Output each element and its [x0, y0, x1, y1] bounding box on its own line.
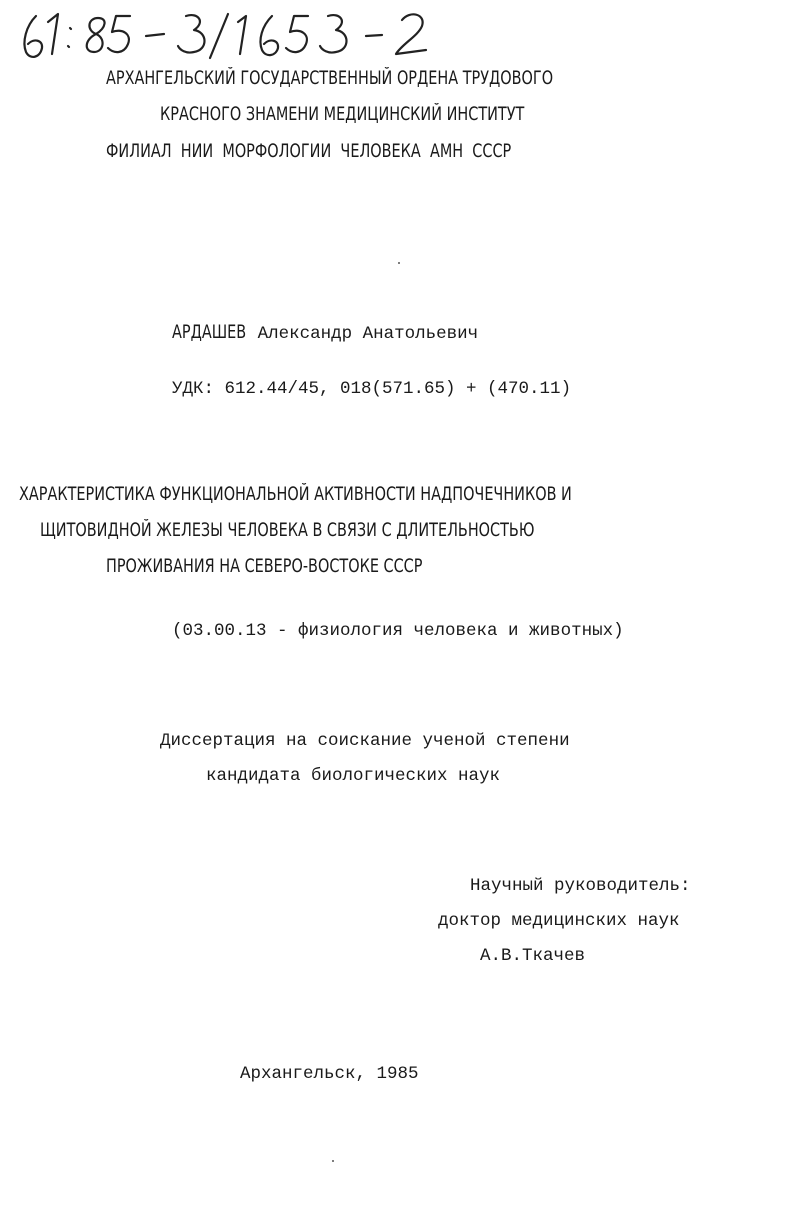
author-surname: АРДАШЕВ [172, 322, 247, 343]
title-line-1: ХАРАКТЕРИСТИКА ФУНКЦИОНАЛЬНОЙ АКТИВНОСТИ НАДПОЧЕЧНИКОВ И [19, 484, 572, 505]
degree-line-2: кандидата биологических наук [206, 766, 501, 786]
author-given-names: Александр Анатольевич [247, 324, 479, 344]
paper-speck [332, 1160, 334, 1162]
handwritten-record-number [18, 8, 438, 68]
author-name [172, 322, 478, 345]
institution-line-3: ФИЛИАЛ НИИ МОРФОЛОГИИ ЧЕЛОВЕКА АМН СССР [106, 141, 512, 162]
paper-speck [398, 262, 400, 264]
supervisor-label: Научный руководитель: [470, 876, 691, 896]
institution-line-2: КРАСНОГО ЗНАМЕНИ МЕДИЦИНСКИЙ ИНСТИТУТ [160, 104, 525, 125]
specialty-code: (03.00.13 - физиология человека и животных) [172, 621, 624, 641]
degree-line-1: Диссертация на соискание ученой степени [160, 731, 570, 751]
supervisor-name: А.В.Ткачев [480, 946, 586, 966]
udc-code: УДК: 612.44/45, 018(571.65) + (470.11) [172, 379, 572, 399]
institution-line-1: АРХАНГЕЛЬСКИЙ ГОСУДАРСТВЕННЫЙ ОРДЕНА ТРУДОВОГО [106, 68, 554, 89]
supervisor-degree: доктор медицинских наук [438, 911, 680, 931]
title-line-2: ЩИТОВИДНОЙ ЖЕЛЕЗЫ ЧЕЛОВЕКА В СВЯЗИ С ДЛИТЕЛЬНОСТЬЮ [40, 520, 535, 541]
place-and-year: Архангельск, 1985 [240, 1064, 419, 1084]
title-line-3: ПРОЖИВАНИЯ НА СЕВЕРО-ВОСТОКЕ СССР [106, 556, 423, 577]
